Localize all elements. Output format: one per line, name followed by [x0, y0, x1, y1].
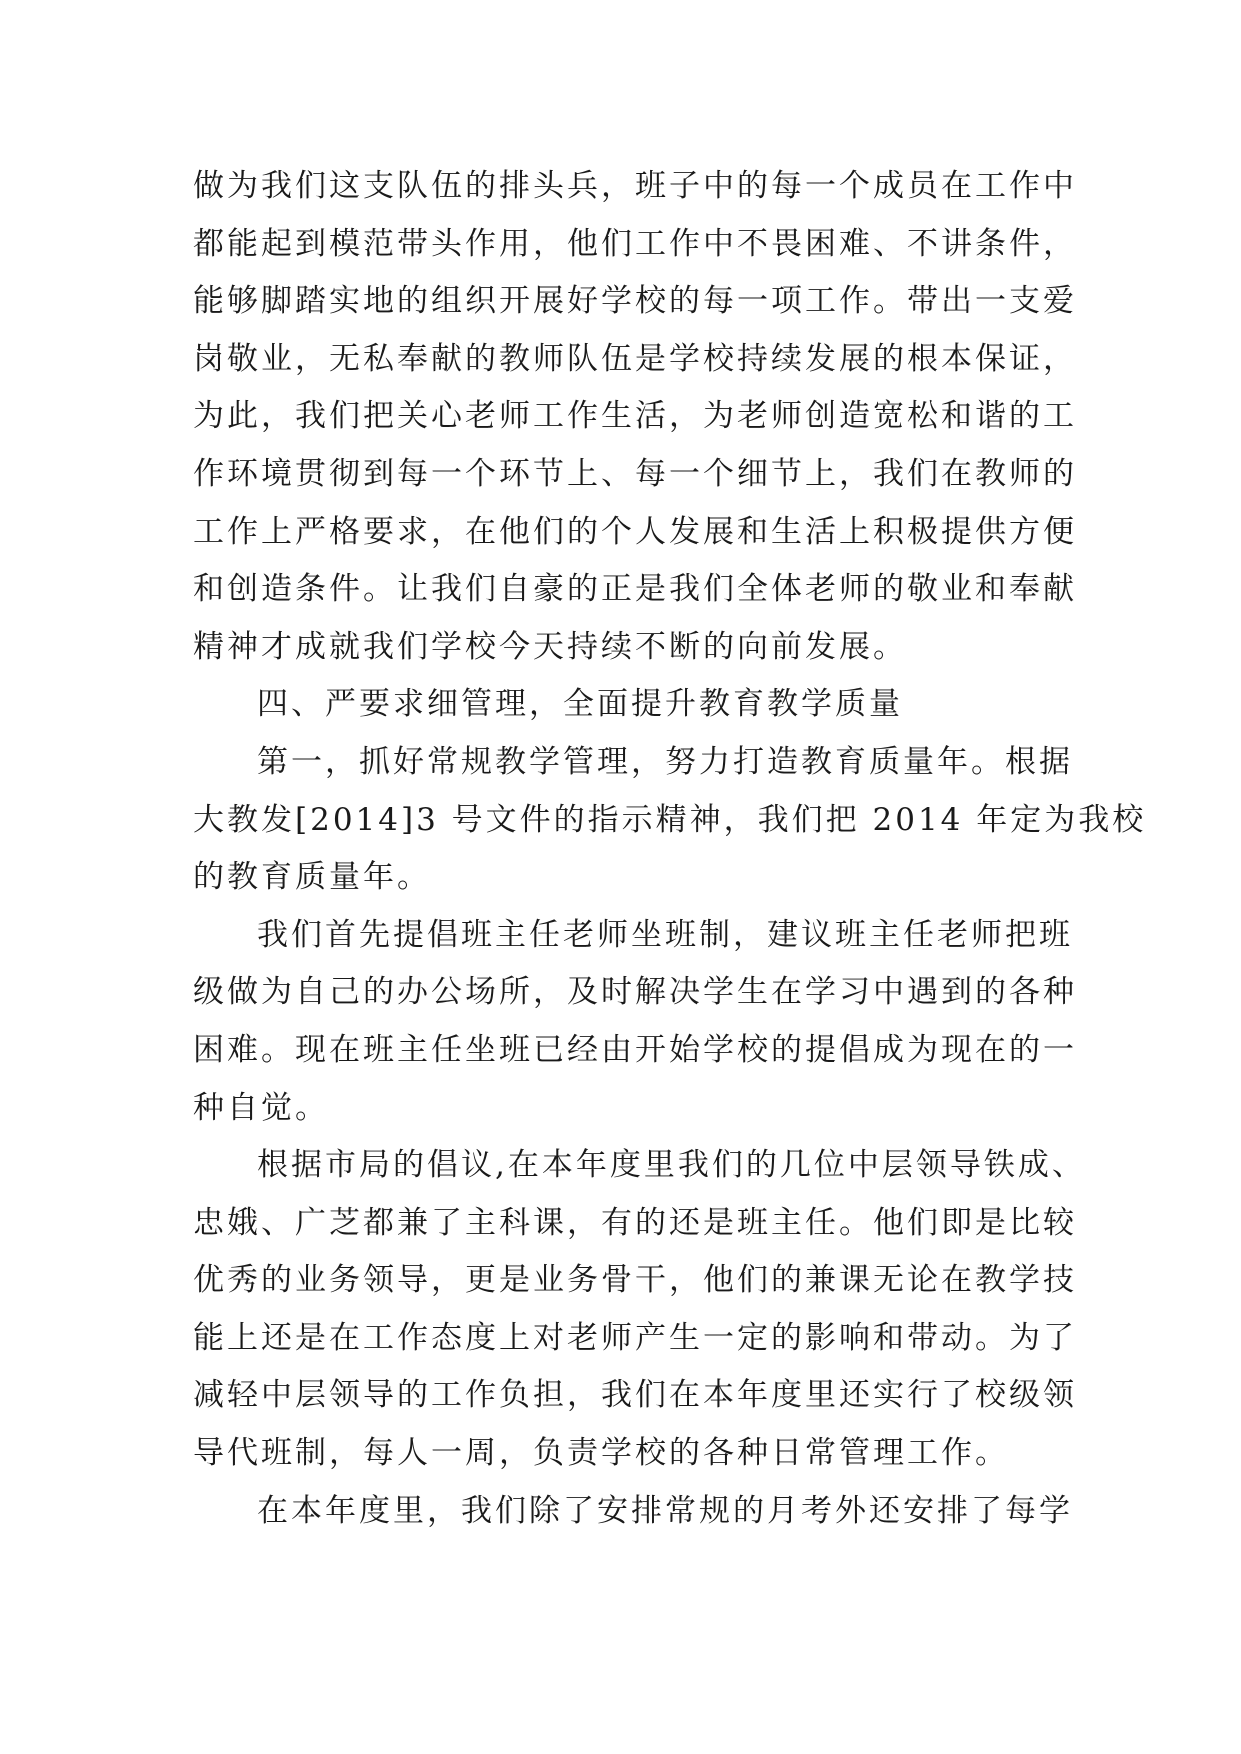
text-line: 大教发[2014]3 号文件的指示精神，我们把 2014 年定为我校 — [193, 801, 1147, 838]
text-line: 都能起到模范带头作用，他们工作中不畏困难、不讲条件， — [193, 225, 1077, 262]
text-line: 种自觉。 — [193, 1089, 329, 1126]
text-line: 作环境贯彻到每一个环节上、每一个细节上，我们在教师的 — [193, 455, 1077, 492]
text-line: 岗敬业，无私奉献的教师队伍是学校持续发展的根本保证， — [193, 340, 1077, 377]
text-line: 能够脚踏实地的组织开展好学校的每一项工作。带出一支爱 — [193, 283, 1077, 320]
text-line: 工作上严格要求，在他们的个人发展和生活上积极提供方便 — [193, 513, 1077, 550]
text-line: 困难。现在班主任坐班已经由开始学校的提倡成为现在的一 — [193, 1031, 1077, 1068]
body-text — [193, 158, 1147, 1540]
text-line: 级做为自己的办公场所，及时解决学生在学习中遇到的各种 — [193, 974, 1077, 1011]
text-line: 为此，我们把关心老师工作生活，为老师创造宽松和谐的工 — [193, 398, 1077, 435]
text-line: 精神才成就我们学校今天持续不断的向前发展。 — [193, 628, 907, 665]
text-line: 第一，抓好常规教学管理，努力打造教育质量年。根据 — [257, 743, 1073, 780]
text-line: 优秀的业务领导，更是业务骨干，他们的兼课无论在教学技 — [193, 1262, 1077, 1299]
text-line: 做为我们这支队伍的排头兵，班子中的每一个成员在工作中 — [193, 168, 1077, 204]
text-line: 忠娥、广芝都兼了主科课，有的还是班主任。他们即是比较 — [193, 1204, 1077, 1241]
text-line: 的教育质量年。 — [193, 859, 431, 896]
text-line: 在本年度里，我们除了安排常规的月考外还安排了每学 — [257, 1492, 1073, 1529]
text-line: 导代班制，每人一周，负责学校的各种日常管理工作。 — [193, 1435, 1009, 1472]
text-line: 和创造条件。让我们自豪的正是我们全体老师的敬业和奉献 — [193, 571, 1077, 608]
text-line: 四、严要求细管理，全面提升教育教学质量 — [257, 686, 903, 723]
text-line: 我们首先提倡班主任老师坐班制，建议班主任老师把班 — [257, 916, 1073, 953]
text-line: 能上还是在工作态度上对老师产生一定的影响和带动。为了 — [193, 1319, 1077, 1356]
text-line: 减轻中层领导的工作负担，我们在本年度里还实行了校级领 — [193, 1377, 1077, 1414]
text-line: 根据市局的倡议,在本年度里我们的几位中层领导铁成、 — [257, 1147, 1086, 1184]
